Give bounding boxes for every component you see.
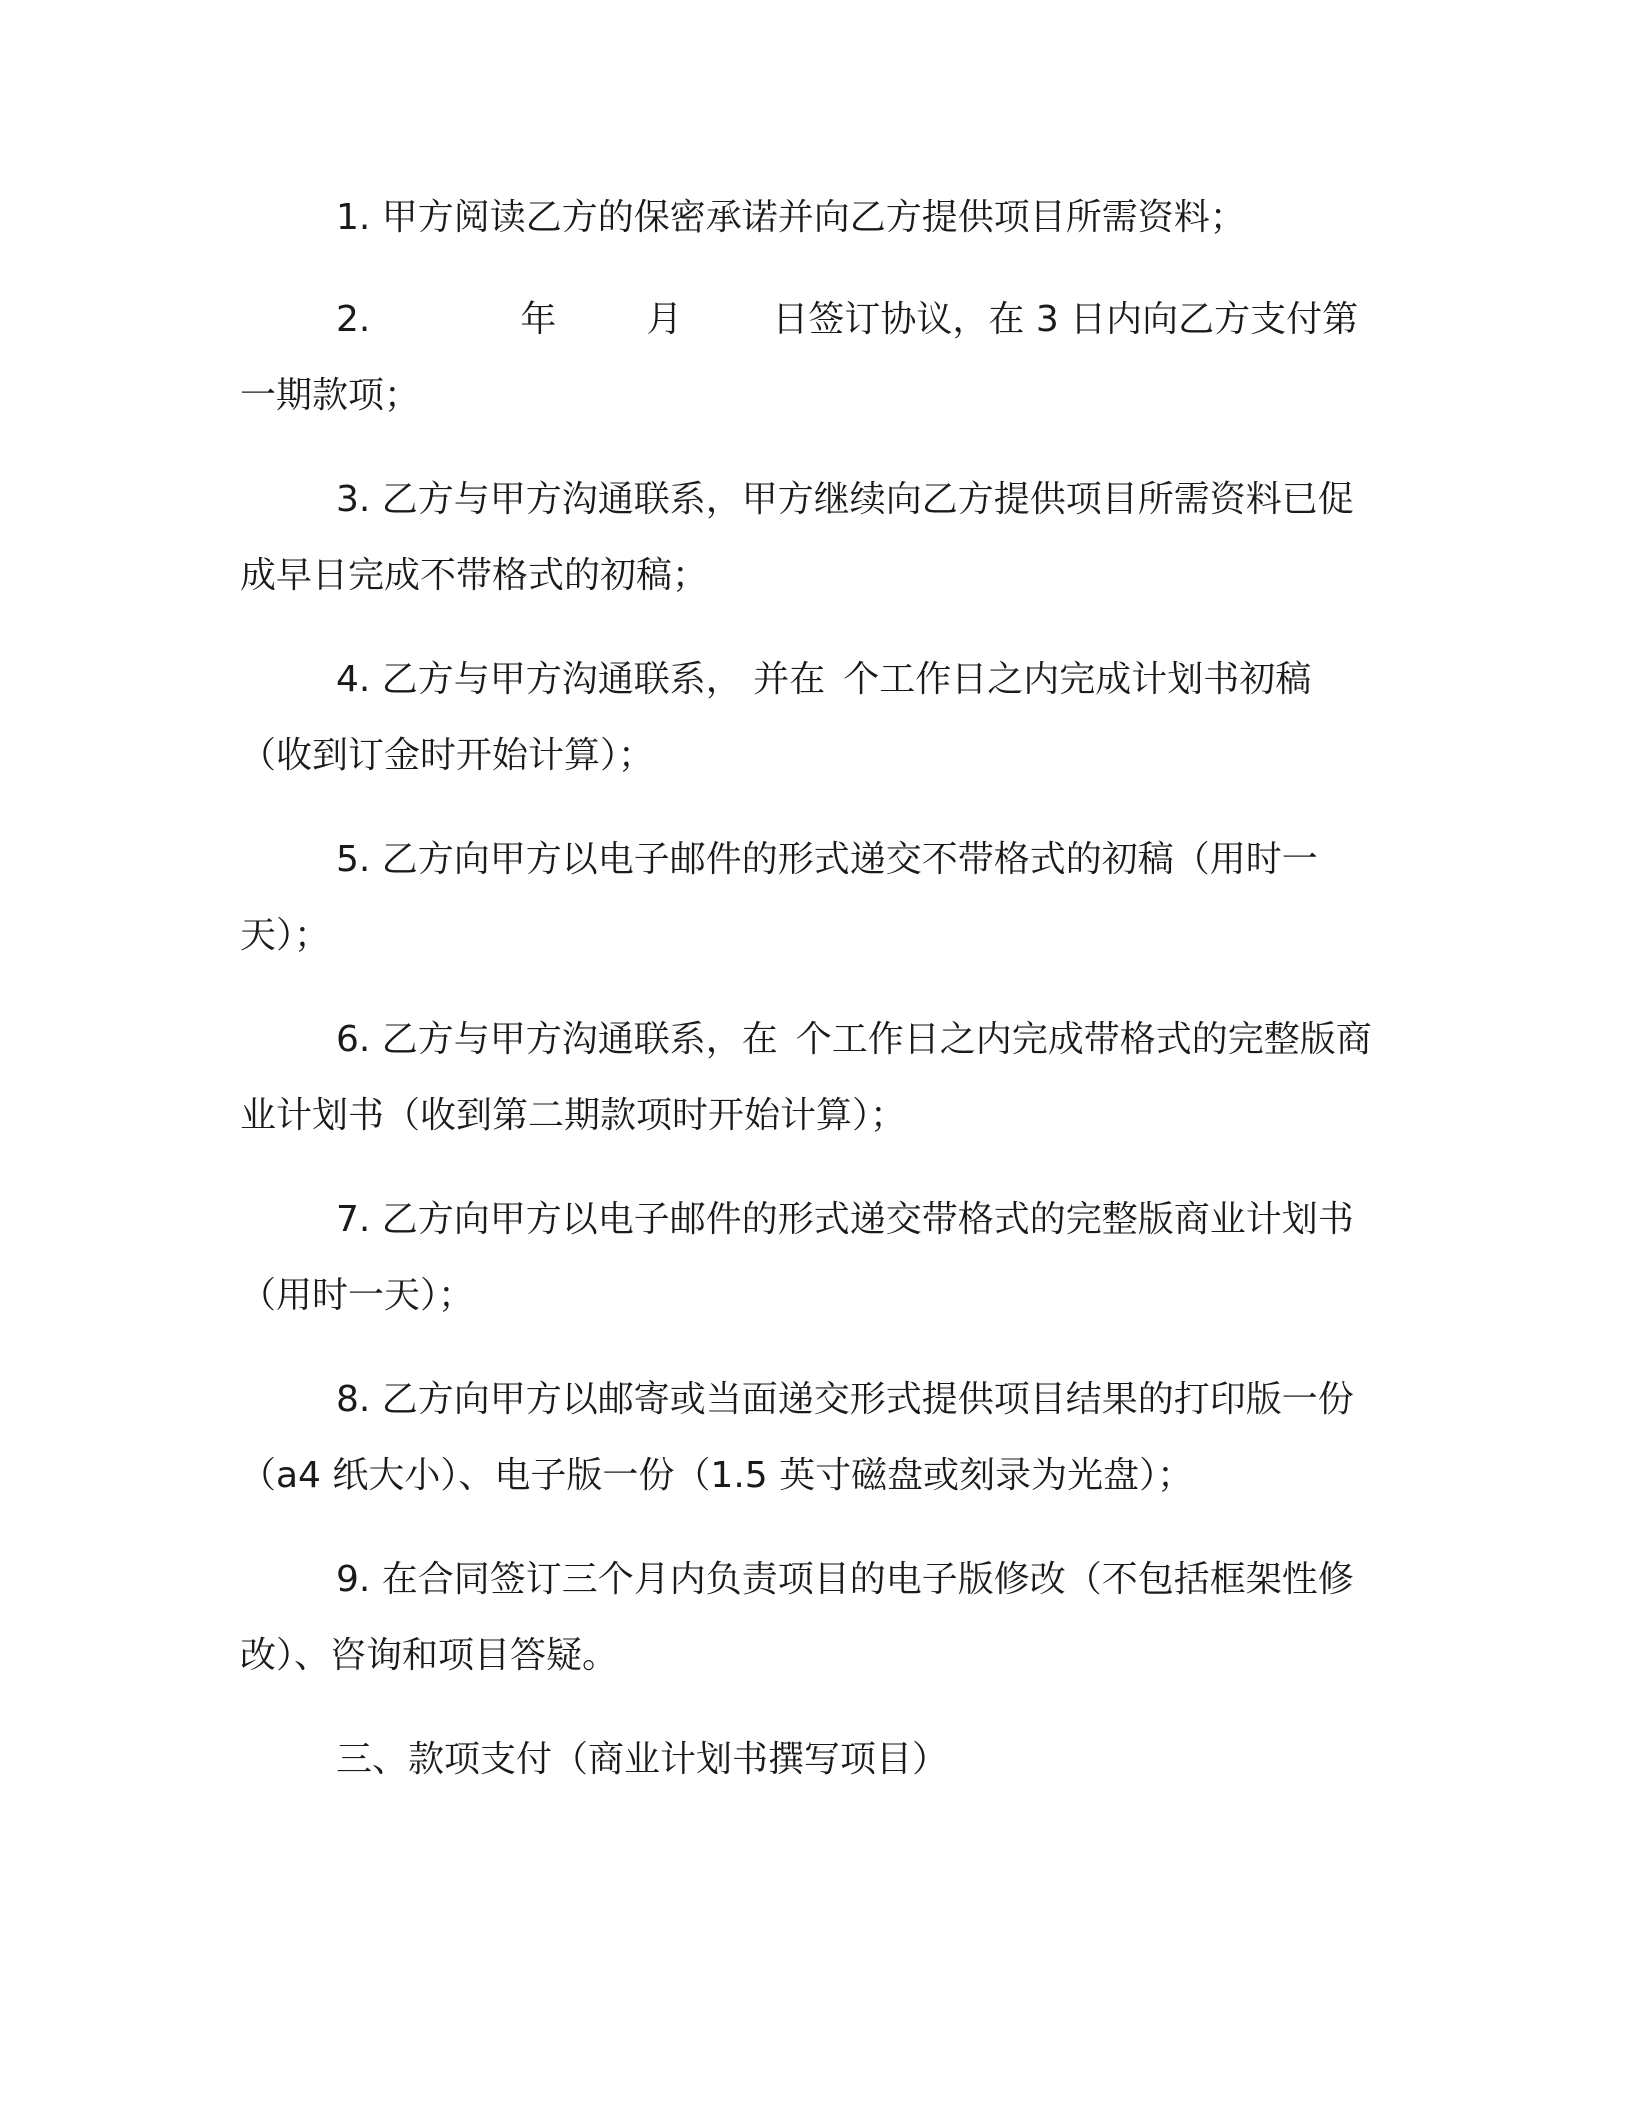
clause-7-text: 7. 乙方向甲方以电子邮件的形式递交带格式的完整版商业计划书（用时一天）； — [240, 1199, 1354, 1316]
clause-2-year: 年 — [520, 299, 557, 340]
clause-4-text-before: 4. 乙方与甲方沟通联系， 并在 — [336, 659, 826, 700]
clause-6 — [240, 1002, 1380, 1154]
clause-7 — [240, 1182, 1380, 1334]
clause-2-text: 日签订协议，在 3 日内向乙方支付第一期款项； — [240, 299, 1359, 416]
clause-3 — [240, 462, 1380, 614]
clause-1-text: 1. 甲方阅读乙方的保密承诺并向乙方提供项目所需资料； — [336, 197, 1246, 238]
clause-9-text: 9. 在合同签订三个月内负责项目的电子版修改（不包括框架性修改）、咨询和项目答疑。 — [240, 1559, 1354, 1676]
clause-2-number: 2. — [336, 299, 371, 340]
clause-4-text-after: 个工作日之内完成计划书初稿（收到订金时开始计算）； — [240, 659, 1312, 776]
clause-8-text: 8. 乙方向甲方以邮寄或当面递交形式提供项目结果的打印版一份（a4 纸大小）、电子版一份（1.5 英寸磁盘或刻录为光盘）； — [240, 1379, 1354, 1496]
clause-6-text-after: 个工作日之内完成带格式的完整版商业计划书（收到第二期款项时开始计算）； — [240, 1019, 1372, 1136]
clause-1 — [240, 180, 1380, 256]
clause-8 — [240, 1362, 1380, 1514]
clause-2 — [240, 282, 1380, 434]
clause-6-text-before: 6. 乙方与甲方沟通联系，在 — [336, 1019, 778, 1060]
section-heading-text: 三、款项支付（商业计划书撰写项目） — [336, 1739, 949, 1780]
clause-5 — [240, 822, 1380, 974]
clause-4 — [240, 642, 1380, 794]
clause-5-text: 5. 乙方向甲方以电子邮件的形式递交不带格式的初稿（用时一天）； — [240, 839, 1318, 956]
clause-9 — [240, 1542, 1380, 1694]
section-heading — [240, 1722, 1380, 1798]
clause-3-text: 3. 乙方与甲方沟通联系，甲方继续向乙方提供项目所需资料已促成早日完成不带格式的初稿； — [240, 479, 1354, 596]
clause-2-month: 月 — [646, 299, 683, 340]
